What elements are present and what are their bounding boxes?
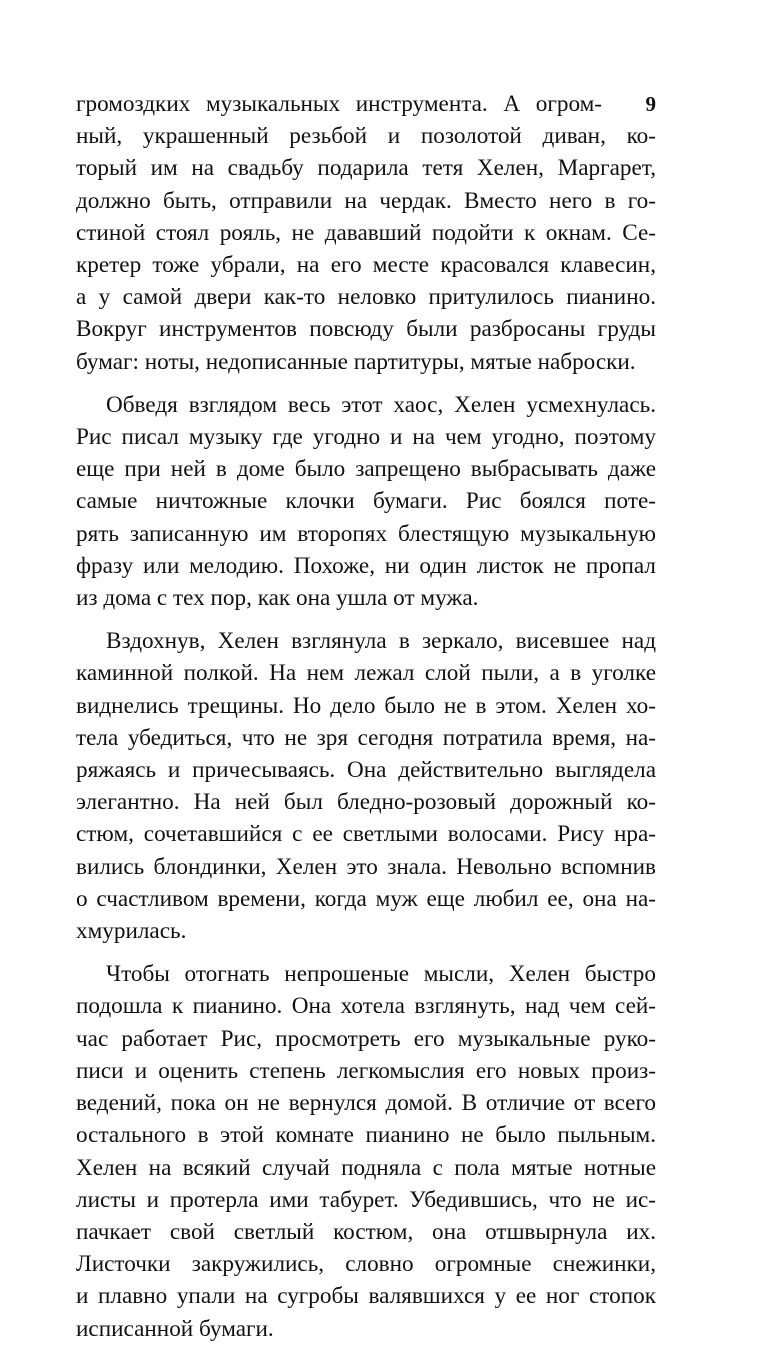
text-line: Вздохнув, Хелен взглянула в зеркало, висевшее над bbox=[106, 628, 656, 655]
text-line: стюм, сочетавшийся с ее светлыми волосами. Рису нра- bbox=[76, 821, 656, 848]
text-body bbox=[76, 88, 656, 1345]
text-line: ный, украшенный резьбой и позолотой диван, ко- bbox=[76, 123, 656, 150]
text-line: Чтобы отогнать непрошеные мысли, Хелен быстро bbox=[106, 961, 656, 988]
text-line: подошла к пианино. Она хотела взглянуть, над чем сей- bbox=[76, 993, 656, 1020]
text-line: еще при ней в доме было запрещено выбрасывать даже bbox=[76, 456, 656, 483]
text-line: стиной стоял рояль, не дававший подойти к окнам. Се- bbox=[76, 219, 656, 246]
text-line: исписанной бумаги. bbox=[76, 1315, 274, 1342]
text-line: каминной полкой. На нем лежал слой пыли, а в уголке bbox=[76, 660, 656, 687]
text-line: из дома с тех пор, как она ушла от мужа. bbox=[76, 585, 479, 612]
paragraph bbox=[76, 88, 656, 378]
text-line: хмурилась. bbox=[76, 918, 187, 945]
text-line: виднелись трещины. Но дело было не в этом. Хелен хо- bbox=[76, 692, 656, 719]
text-line: рять записанную им второпях блестящую музыкальную bbox=[76, 520, 656, 547]
text-line: пачкает свой светлый костюм, она отшвырнула их. bbox=[76, 1218, 656, 1245]
text-line: писи и оценить степень легкомыслия его новых произ- bbox=[76, 1057, 656, 1084]
text-line: фразу или мелодию. Похоже, ни один листок не пропал bbox=[76, 552, 656, 579]
book-page bbox=[76, 88, 656, 1356]
page-number: 9 bbox=[645, 92, 656, 116]
text-line: кретер тоже убрали, на его месте красовался клавесин, bbox=[76, 252, 656, 279]
text-line: громоздких музыкальных инструмента. А огром- bbox=[76, 91, 602, 117]
text-line: Рис писал музыку где угодно и на чем угодно, поэтому bbox=[76, 424, 656, 451]
text-line: ряжаясь и причесываясь. Она действительно выглядела bbox=[76, 757, 656, 784]
text-line: Листочки закружились, словно огромные снежинки, bbox=[76, 1251, 656, 1278]
paragraph bbox=[76, 389, 656, 614]
text-line: остального в этой комнате пианино не было пыльным. bbox=[76, 1122, 656, 1149]
text-line: листы и протерла ими табурет. Убедившись, что не ис- bbox=[76, 1186, 656, 1213]
text-line: тела убедиться, что не зря сегодня потратила время, на- bbox=[76, 724, 656, 751]
paragraph bbox=[76, 958, 656, 1344]
text-line: и плавно упали на сугробы валявшихся у ее ног стопок bbox=[76, 1283, 656, 1310]
text-line: элегантно. На ней был бледно-розовый дорожный ко- bbox=[76, 789, 656, 816]
paragraph bbox=[76, 625, 656, 947]
text-line: а у самой двери как-то неловко притулилось пианино. bbox=[76, 284, 656, 311]
text-line: вились блондинки, Хелен это знала. Невольно вспомнив bbox=[76, 853, 656, 880]
text-line: торый им на свадьбу подарила тетя Хелен, Маргарет, bbox=[76, 155, 656, 182]
text-line: самые ничтожные клочки бумаги. Рис боялся поте- bbox=[76, 488, 656, 515]
text-line: должно быть, отправили на чердак. Вместо него в го- bbox=[76, 187, 656, 214]
text-line: Хелен на всякий случай подняла с пола мятые нотные bbox=[76, 1154, 656, 1181]
text-line: бумаг: ноты, недописанные партитуры, мятые наброски. bbox=[76, 348, 636, 375]
text-line: Обведя взглядом весь этот хаос, Хелен усмехнулась. bbox=[106, 391, 656, 418]
text-line: Вокруг инструментов повсюду были разбросаны груды bbox=[76, 316, 656, 343]
text-line: о счастливом времени, когда муж еще любил ее, она на- bbox=[76, 885, 656, 912]
text-line: час работает Рис, просмотреть его музыкальные руко- bbox=[76, 1025, 656, 1052]
text-line: ведений, пока он не вернулся домой. В отличие от всего bbox=[76, 1090, 656, 1117]
